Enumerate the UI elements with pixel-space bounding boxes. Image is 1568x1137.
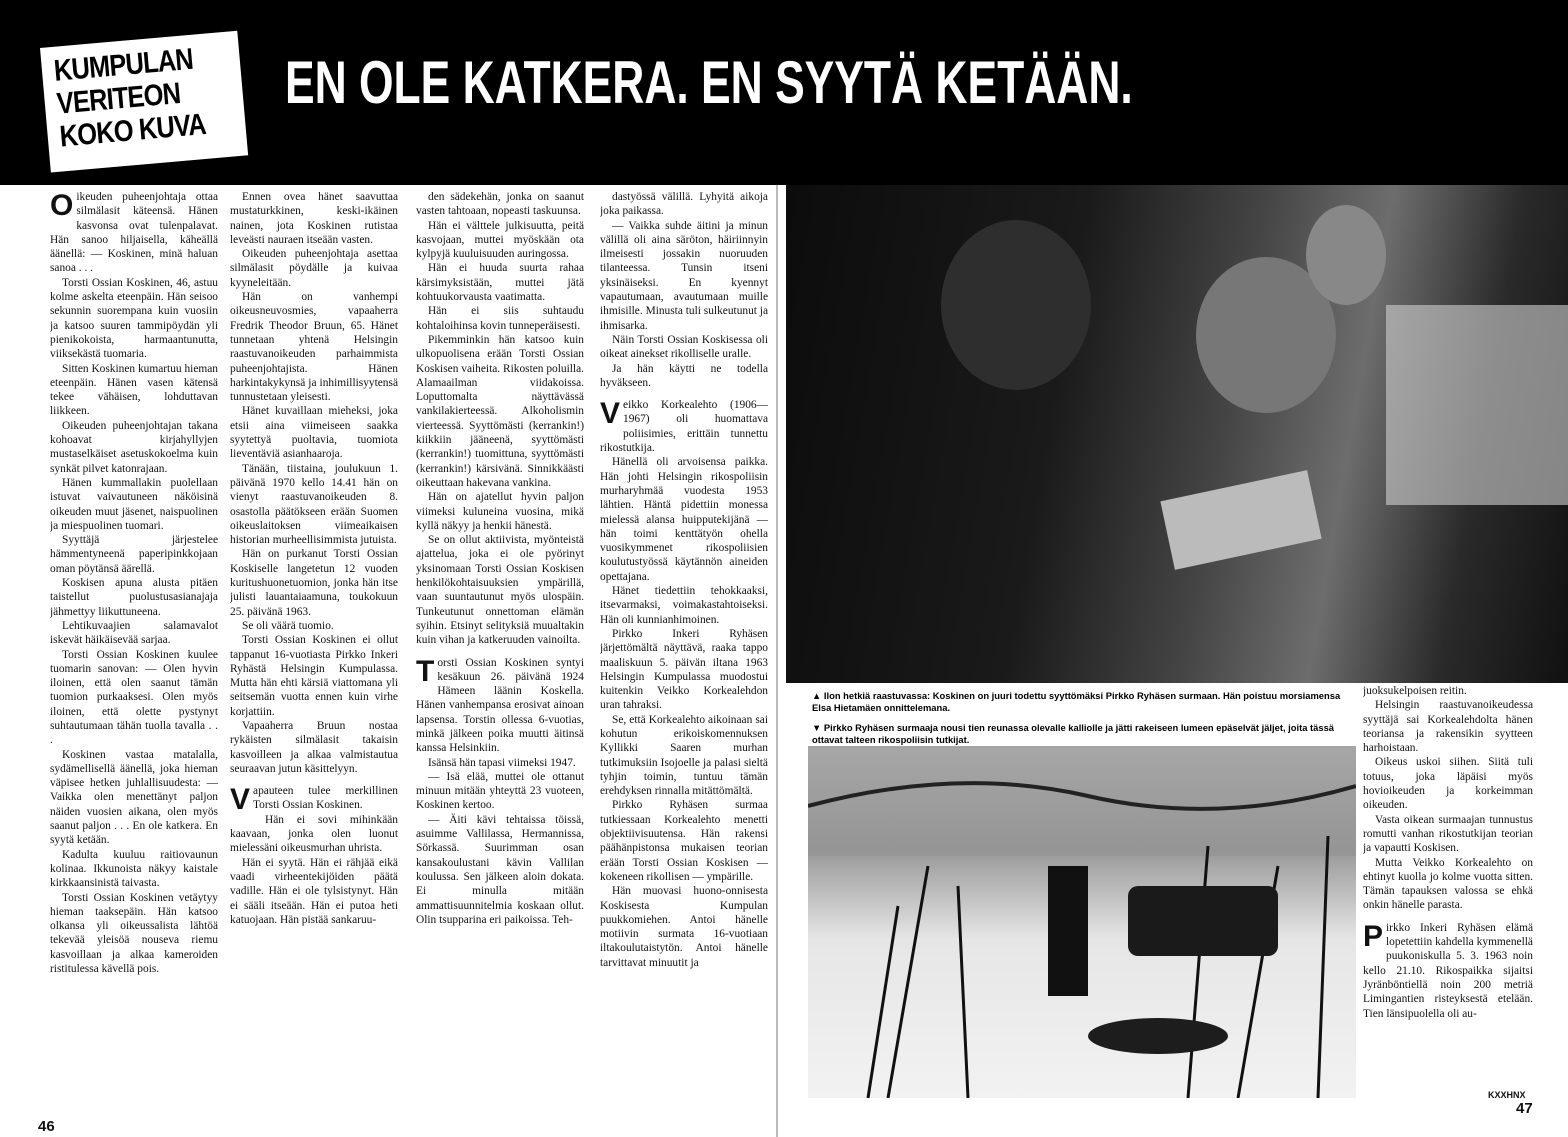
header-band bbox=[0, 0, 1568, 185]
paragraph: Hän ei siis suhtaudu kohtaloihinsa kovin tunneperäisesti. bbox=[416, 305, 584, 332]
tree-trunks bbox=[868, 836, 1328, 1098]
paragraph: Ennen ovea hänet saavuttaa mustaturkkinen, keski-ikäinen nainen, jota Koskinen rutistaa leveästi nauraen itseään vasten. bbox=[230, 191, 398, 246]
paragraph: Oikeuden puheenjohtajan takana kohoavat kirjahyllyjen mustaselkäiset asetuskokoelma kuin synkät pilvet katonrajaan. bbox=[50, 419, 218, 475]
paragraph: Oikeuden puheenjohtaja ottaa silmälasit käteensä. Hänen kasvonsa ovat tulenpalavat. Hän sanoo hiljaisella, käheällä äänellä: — Koskinen, minä haluan sanoa . . . bbox=[50, 190, 218, 275]
paragraph: Hänet kuvaillaan mieheksi, joka etsii aina viimeiseen saakka syytettyä puoltavia, tuomiota lieventäviä asianhaaroja. bbox=[230, 405, 398, 461]
paragraph: Hän ei sovi mihinkään kaavaan, jonka olen luonut mielessäni oikeusmurhan uhrista. bbox=[230, 813, 398, 855]
article-column-3 bbox=[416, 190, 584, 1125]
drop-cap: V bbox=[600, 397, 621, 431]
headline: EN OLE KATKERA. EN SYYTÄ KETÄÄN. bbox=[285, 49, 1133, 116]
paragraph: Torsti Ossian Koskinen vetäytyy hieman taaksepäin. Hän katsoo olkansa yli oikeussalista lähtöä tekevää yleisöä nouseva riemu kasvoillaan ja alkaa kameroiden ristitulessa kävellä pois. bbox=[50, 891, 218, 976]
paragraph: Kadulta kuuluu raitiovaunun kolinaa. Ikkunoista näkyy kaistale kirkkaansinistä taivasta. bbox=[50, 848, 218, 890]
top-photo-caption: ▲ Ilon hetkiä raastuvassa: Koskinen on juuri todettu syyttömäksi Pirkko Ryhäsen surmaan. Hän poistuu morsiamensa Elsa Hietamäen onnittelemana. bbox=[812, 690, 1341, 713]
drop-cap: P bbox=[1363, 919, 1384, 953]
drop-cap: T bbox=[416, 654, 435, 688]
paragraph: Hän on purkanut Torsti Ossian Koskiselle langetetun 12 vuoden kuritushuonetuomion, jonka hän itse julisti lauantaiaamuna, toukokuun 25. päivänä 1963. bbox=[230, 548, 398, 618]
kicker-line: KUMPULAN bbox=[52, 42, 195, 88]
article-column-4 bbox=[600, 190, 768, 1125]
paragraph: Pikemminkin hän katsoo kuin ulkopuolisena erään Torsti Ossian Koskisen vaiheita. Rikosten poluilla. Alamaailman viidakoissa. Loputtomalta näyttävässä vankilakierteessä. Alkoholismin vierteessä. Syyttömästi (kerrankin!) kiikkiin jääneenä, syyttömästi (kerrankin!) tuomittuna, syyttömästi (kerrankin!) kärsivänä. Sinnikkäästi oikeuttaan hakevana vankina. bbox=[416, 333, 584, 489]
paragraph: Vapauteen tulee merkillinen Torsti Ossian Koskinen. bbox=[230, 783, 398, 817]
article-column-1 bbox=[50, 190, 218, 1120]
paragraph: Ja hän käytti ne todella hyväkseen. bbox=[600, 362, 768, 389]
person-shape bbox=[1048, 866, 1088, 996]
page-gutter bbox=[776, 185, 778, 1137]
papers-shape bbox=[1160, 470, 1321, 570]
paragraph: Pirkko Inkeri Ryhäsen järjettömältä näyttävä, raaka tappo maaliskuun 5. päivän iltana 1963 Helsingin Kumpulassa muodostui kuitenkin Veikko Korkealehdon uran tahraksi. bbox=[600, 627, 768, 712]
paragraph: Hänet tiedettiin tehokkaaksi, itsevarmaksi, voimakastahtoiseksi. Hän oli kunnianhimoinen. bbox=[600, 585, 768, 626]
paragraph: Se oli väärä tuomio. bbox=[242, 619, 334, 632]
paragraph: — Äiti kävi tehtaissa töissä, asuimme Vallilassa, Hermannissa, Sörkassä. Suurimman osan kansakoulustani kävin Vallilan koulussa. Sen jälkeen aloin dokata. Ei minulla mitään ammattisuunnitelmia koskaan ollut. Olin tsupparina eri paikoissa. Teh- bbox=[416, 813, 584, 926]
paragraph: Se, että Korkealehto aikoinaan sai kohutun erikoiskomennuksen Kyllikki Saaren murhan tutkimuksiin Isojoelle ja palasi sieltä tyhjin toimin, tuntuu tämän erehdyksen rinnalla mitättömältä. bbox=[600, 713, 768, 798]
paragraph: Vapaaherra Bruun nostaa rykäisten silmälasit takaisin kasvoilleen ja alkaa valmistautua seuraavan jutun käsittelyyn. bbox=[230, 719, 398, 775]
paragraph: Torsti Ossian Koskinen syntyi kesäkuun 26. päivänä 1924 Hämeen läänin Koskella. Hänen vanhempansa erosivat ainoan lapsensa. Torstin ollessa 6-vuotias, minkä jälkeen poika muutti äitinsä kanssa Helsinkiin. bbox=[416, 654, 584, 755]
paragraph: Hän on vanhempi oikeusneuvosmies, vapaaherra Fredrik Theodor Bruun, 65. Hänet tunnetaan yhtenä Helsingin raastuvanoikeuden parhaimmista puheenjohtajista. Hänen harkintakykynsä ja inhimillisyytensä tunnustetaan yleisesti. bbox=[230, 291, 398, 404]
paragraph: — Isä elää, muttei ole ottanut minuun mitään yhteyttä 23 vuoteen, Koskinen kertoo. bbox=[416, 770, 584, 812]
paragraph: Mutta Veikko Korkealehto on ehtinyt kuolla jo kolme vuotta sitten. Tämän tapauksen valossa se ehkä onkin hänelle parasta. bbox=[1363, 856, 1533, 912]
paragraph: Veikko Korkealehto (1906—1967) oli huomattava poliisimies, erittäin tunnettu rikostutkija. bbox=[600, 397, 768, 455]
paragraph: Lehtikuvaajien salamavalot iskevät häikäisevää sarjaa. bbox=[50, 619, 218, 647]
paragraph: Pirkko Inkeri Ryhäsen elämä lopetettiin kahdella kymmenellä puukoniskulla 5. 3. 1963 noin kello 21.10. Rikospaikka sijaitsi Jyränböntiellä noin 200 metriä Limingantien risteyksestä etelään. Tien länsipuolella oli au- bbox=[1363, 919, 1533, 1020]
snow-scene-photo bbox=[808, 746, 1356, 1098]
paragraph: Torsti Ossian Koskinen ei ollut tappanut 16-vuotiasta Pirkko Inkeri Ryhästä Helsingin Kumpulassa. Mutta hän ehti kärsiä viattomana yli seitsemän vuotta ennen kuin virhe korjattiin. bbox=[230, 634, 398, 718]
paragraph: Hänellä oli arvoisensa paikka. Hän johti Helsingin rikospoliisin murharyhmää vuodesta 1953 lähtien. Häntä pidettiin monessa mielessä alansa huipputekijänä — hän toimi kenttätyön ohella vuosikymmenet rikospoliisien koulutustyössä käytännön aineiden opettajana. bbox=[600, 456, 768, 583]
paragraph: — Vaikka suhde äitini ja minun välillä oli aina säröton, häiriinnyin ilmeisesti jossakin nuoruuden tilanteessa. Tunsin itseni yksinäiseksi. En kyennyt vapautumaan, avautumaan muille ihmisille. Minusta tuli sulkeutunut ja ihmisarka. bbox=[600, 219, 768, 332]
courtroom-photo bbox=[786, 185, 1568, 683]
drop-cap: O bbox=[50, 190, 74, 222]
paragraph: Hän on ajatellut hyvin paljon viimeksi kuluneina vuosina, mikä kyllä näkyy ja henkii hänestä. bbox=[416, 491, 584, 532]
paragraph: Hänen kummallakin puolellaan istuvat vaivautuneen näköisinä oikeuden muut jäsenet, naispuolinen ja miespuolinen tuomari. bbox=[50, 476, 218, 532]
kicker-line: KOKO KUVA bbox=[58, 107, 208, 154]
kicker-line: VERITEON bbox=[55, 77, 182, 121]
page-number-left: 46 bbox=[38, 1118, 55, 1135]
paragraph: juoksukelpoisen reitin. bbox=[1363, 685, 1467, 697]
paragraph: Vasta oikean surmaajan tunnustus romutti vanhan rikostutkijan teorian ja vapautti Koskisen. bbox=[1363, 813, 1533, 855]
article-column-2 bbox=[230, 190, 398, 1125]
paragraph: Hän ei välttele julkisuutta, peitä kasvojaan, muttei myöskään ota kylpyjä kuuluisuuden auringossa. bbox=[416, 219, 584, 261]
snow-scene-shapes bbox=[808, 746, 1356, 1098]
paragraph: Se on ollut aktiivista, myönteistä ajattelua, joka ei ole pyörinyt yksinomaan Torsti Ossian Koskisen henkilökohtaisuuksien ympärillä, vaan suuntautunut myös ulospäin. Tunkeutunut onnettoman elämän syihin. Etsinyt selityksiä muualtakin kuin vihan ja katkeruuden vainoilta. bbox=[416, 534, 584, 647]
face-shape bbox=[941, 220, 1091, 390]
paragraph: Hän ei syytä. Hän ei rähjää eikä vaadi virheentekijöiden päätä vadille. Hän ei ole tylsistynyt. Hän ei sääli itseään. Hän ei putoa heti katuojaan. Hän pistää sankaruu- bbox=[230, 856, 398, 926]
paragraph: Hän muovasi huono-onnisesta Koskisesta Kumpulan puukkomiehen. Antoi hänelle motiivin surmata 16-vuotiaan iltakoulutaistytön. Antoi hänelle tarvittavat minuutit ja bbox=[600, 885, 768, 969]
kicker-box bbox=[40, 31, 248, 173]
paragraph: Syyttäjä järjestelee hämmentyneenä paperipinkkojaan oman pöytänsä äärellä. bbox=[50, 534, 218, 575]
face-shape bbox=[1306, 205, 1386, 305]
paragraph: Koskisen apuna alusta pitäen taistellut puolustusasianajaja jähmettyy liikuttuneena. bbox=[50, 577, 218, 618]
article-column-5 bbox=[1363, 684, 1533, 1104]
paragraph: Torsti Ossian Koskinen, 46, astuu kolme askelta eteenpäin. Hän seisoo sekunnin suorempana kuin vuosiin ja katsoo suuren tammipöydän yli pienikokoista, harmaantunutta, viiksekästä tuomaria. bbox=[50, 276, 218, 361]
paragraph: Näin Torsti Ossian Koskisessa oli oikeat ainekset rikolliselle uralle. bbox=[600, 333, 768, 361]
bottom-photo-caption: ▼ Pirkko Ryhäsen surmaaja nousi tien reunassa olevalle kalliolle ja jätti rakeiseen lumeen epäselvät jäljet, joita tässä ottavat talteen rikospoliisin tutkijat. bbox=[812, 722, 1335, 745]
drop-cap: V bbox=[230, 783, 251, 817]
paragraph: Sitten Koskinen kumartuu hieman eteenpäin. Hänen vasen kätensä tekee vähäisen, lohduttavan liikkeen. bbox=[50, 362, 218, 418]
paragraph: Torsti Ossian Koskinen kuulee tuomarin sanovan: — Olen hyvin iloinen, että olen saanut tämän tuomion purkaaksesi. Olen myös iloinen, että olette pystynyt suhtautumaan tähän tuolla tavalla . . . bbox=[50, 648, 218, 747]
author-signature: KXXHNX bbox=[1488, 1090, 1526, 1100]
paragraph: Koskinen vastaa matalalla, sydämellisellä äänellä, joka hieman väpisee hetken juhlallisuudesta: — Vaikka olen menettänyt paljon näiden vuosien aikana, olen myös saanut paljon . . . En ole katkera. En syytä ketään. bbox=[50, 748, 218, 847]
shadow-shape bbox=[1088, 1018, 1228, 1054]
car-shape bbox=[1128, 886, 1278, 956]
paragraph: Oikeuden puheenjohtaja asettaa silmälasit pöydälle ja kuivaa kyyneleitään. bbox=[230, 248, 398, 289]
window-shape bbox=[1386, 305, 1568, 505]
paragraph: dastyössä välillä. Lyhyitä aikoja joka paikassa. bbox=[600, 191, 768, 218]
courtroom-photo-shapes bbox=[786, 185, 1568, 683]
paragraph: Helsingin raastuvanoikeudessa syyttäjä sai Korkealehdolta hänen teoriansa ja rakensikin syytteen harhoistaan. bbox=[1363, 699, 1533, 755]
paragraph: Oikeus uskoi siihen. Siitä tuli totuus, joka läpäisi myös hovioikeuden ja korkeimman oikeuden. bbox=[1363, 756, 1533, 812]
page-number-right: 47 bbox=[1516, 1100, 1533, 1117]
paragraph: den sädekehän, jonka on saanut vasten tahtoaan, nopeasti taskuunsa. bbox=[416, 191, 584, 218]
paragraph: Pirkko Ryhäsen surmaa tutkiessaan Korkealehto menetti objektiivisuutensa. Hän rakensi päähänpistonsa mukaisen teorian erään Torsti Ossian Koskisen — kokeneen rikollisen — ympärille. bbox=[600, 799, 768, 883]
paragraph: Isänsä hän tapasi viimeksi 1947. bbox=[428, 756, 576, 769]
paragraph: Tänään, tiistaina, joulukuun 1. päivänä 1970 kello 14.41 hän on vienyt raastuvanoikeuden 8. osastolla päätökseen erään Suomen oikeuslaitoksen viimeaikaisen historian murheellisimmista jutuista. bbox=[230, 462, 398, 547]
paragraph: Hän ei huuda suurta rahaa kärsimyksistään, muttei jätä kohtuukorvausta vaatimatta. bbox=[416, 262, 584, 304]
